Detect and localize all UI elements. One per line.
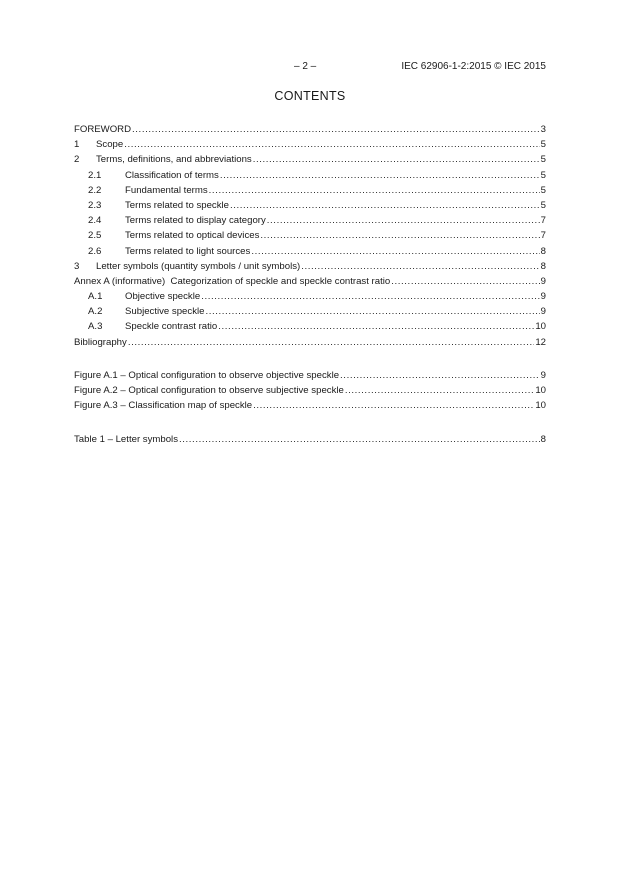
dot-leader (391, 274, 539, 289)
toc-entry-label: Terms related to display category (125, 215, 266, 227)
toc-entry-label: Objective speckle (125, 291, 201, 303)
toc-entry[interactable] (74, 259, 546, 274)
dot-leader (253, 152, 540, 167)
figure-entry-page: 9 (540, 369, 546, 381)
toc-entry[interactable] (74, 304, 546, 319)
toc-entry-label: Scope (96, 139, 124, 151)
figure-entry[interactable] (74, 383, 546, 398)
toc-entry-number: 2.3 (88, 199, 102, 211)
dot-leader (253, 398, 534, 413)
toc-entry-number: A.3 (88, 321, 103, 333)
toc-entry[interactable] (74, 198, 546, 213)
toc-entry-page: 12 (535, 336, 546, 348)
toc-entry[interactable] (74, 274, 546, 289)
page-number: – 2 – (294, 61, 317, 72)
toc-entry-label: Annex A (informative) Categorization of speckle and speckle contrast ratio (74, 275, 391, 287)
dot-leader (205, 304, 539, 319)
spacer (74, 413, 546, 432)
table-entry[interactable] (74, 432, 546, 447)
document-reference: IEC 62906-1-2:2015 © IEC 2015 (401, 61, 546, 72)
dot-leader (218, 319, 534, 334)
list-of-tables (74, 432, 546, 447)
toc-entry-label: Speckle contrast ratio (125, 321, 218, 333)
toc-entry[interactable] (74, 228, 546, 243)
toc-entry[interactable] (74, 183, 546, 198)
toc-entry-page: 9 (540, 275, 546, 287)
toc-entry-label: FOREWORD (74, 124, 132, 135)
toc-entry-page: 7 (540, 215, 546, 227)
toc-entry-number: 3 (74, 260, 80, 272)
toc-entry[interactable] (74, 152, 546, 167)
dot-leader (132, 122, 540, 137)
dot-leader (201, 289, 539, 304)
toc-entry-page: 7 (540, 230, 546, 242)
toc-entry-label: Terms, definitions, and abbreviations (96, 154, 252, 166)
toc-entry-label: Subjective speckle (125, 306, 205, 318)
dot-leader (220, 168, 540, 183)
figure-entry[interactable] (74, 368, 546, 383)
toc-entry-label: Bibliography (74, 336, 127, 348)
dot-leader (251, 244, 539, 259)
toc-entry-page: 9 (540, 306, 546, 318)
toc-entry-page: 9 (540, 291, 546, 303)
toc-entry[interactable] (74, 319, 546, 334)
dot-leader (230, 198, 540, 213)
toc-entry-page: 5 (540, 169, 546, 181)
toc-entry-label: Classification of terms (125, 169, 219, 181)
toc-entry-number: 2.5 (88, 230, 102, 242)
dot-leader (179, 432, 540, 447)
toc-entry-number: 1 (74, 139, 80, 151)
toc-entry[interactable] (74, 168, 546, 183)
dot-leader (128, 335, 535, 350)
toc-entry-number: 2.1 (88, 169, 102, 181)
toc-entry-page: 5 (540, 184, 546, 196)
toc-entry-label: Letter symbols (quantity symbols / unit symbols) (96, 260, 301, 272)
figure-entry-label: Figure A.1 – Optical configuration to observe objective speckle (74, 369, 340, 381)
figure-entry-page: 10 (535, 385, 546, 396)
table-entry-page: 8 (540, 434, 546, 446)
toc-entry-number: A.2 (88, 306, 103, 318)
spacer (74, 350, 546, 368)
toc-entry-page: 8 (540, 260, 546, 272)
toc-entry-number: 2.6 (88, 245, 102, 257)
dot-leader (260, 228, 539, 243)
figure-entry-page: 10 (535, 400, 546, 412)
table-of-contents (74, 122, 546, 448)
toc-entry-label: Terms related to speckle (125, 199, 229, 211)
toc-entry[interactable] (74, 244, 546, 259)
table-entry-label: Table 1 – Letter symbols (74, 434, 178, 446)
dot-leader (267, 213, 540, 228)
figure-entry-label: Figure A.2 – Optical configuration to observe subjective speckle (74, 385, 344, 396)
toc-entry[interactable] (74, 137, 546, 152)
list-of-figures (74, 368, 546, 414)
toc-entry[interactable] (74, 335, 546, 350)
toc-entry-page: 5 (540, 199, 546, 211)
dot-leader (301, 259, 539, 274)
toc-entry[interactable] (74, 122, 546, 137)
toc-entry-number: A.1 (88, 291, 103, 303)
toc-entry-page: 5 (540, 154, 546, 166)
toc-entry-number: 2.4 (88, 215, 102, 227)
dot-leader (209, 183, 540, 198)
toc-entry-label: Fundamental terms (125, 184, 208, 196)
toc-entry-number: 2.2 (88, 184, 102, 196)
toc-entry[interactable] (74, 213, 546, 228)
figure-entry-label: Figure A.3 – Classification map of speckle (74, 400, 253, 412)
dot-leader (340, 368, 540, 383)
dot-leader (345, 383, 534, 398)
toc-entry-page: 10 (535, 321, 546, 333)
toc-entry-number: 2 (74, 154, 80, 166)
toc-entry-page: 8 (540, 245, 546, 257)
toc-entry-page: 5 (540, 139, 546, 151)
dot-leader (124, 137, 539, 152)
figure-entry[interactable] (74, 398, 546, 413)
toc-entry[interactable] (74, 289, 546, 304)
toc-entry-label: Terms related to optical devices (125, 230, 260, 242)
contents-title: CONTENTS (274, 89, 346, 103)
toc-entry-page: 3 (540, 124, 546, 135)
toc-entry-label: Terms related to light sources (125, 245, 251, 257)
